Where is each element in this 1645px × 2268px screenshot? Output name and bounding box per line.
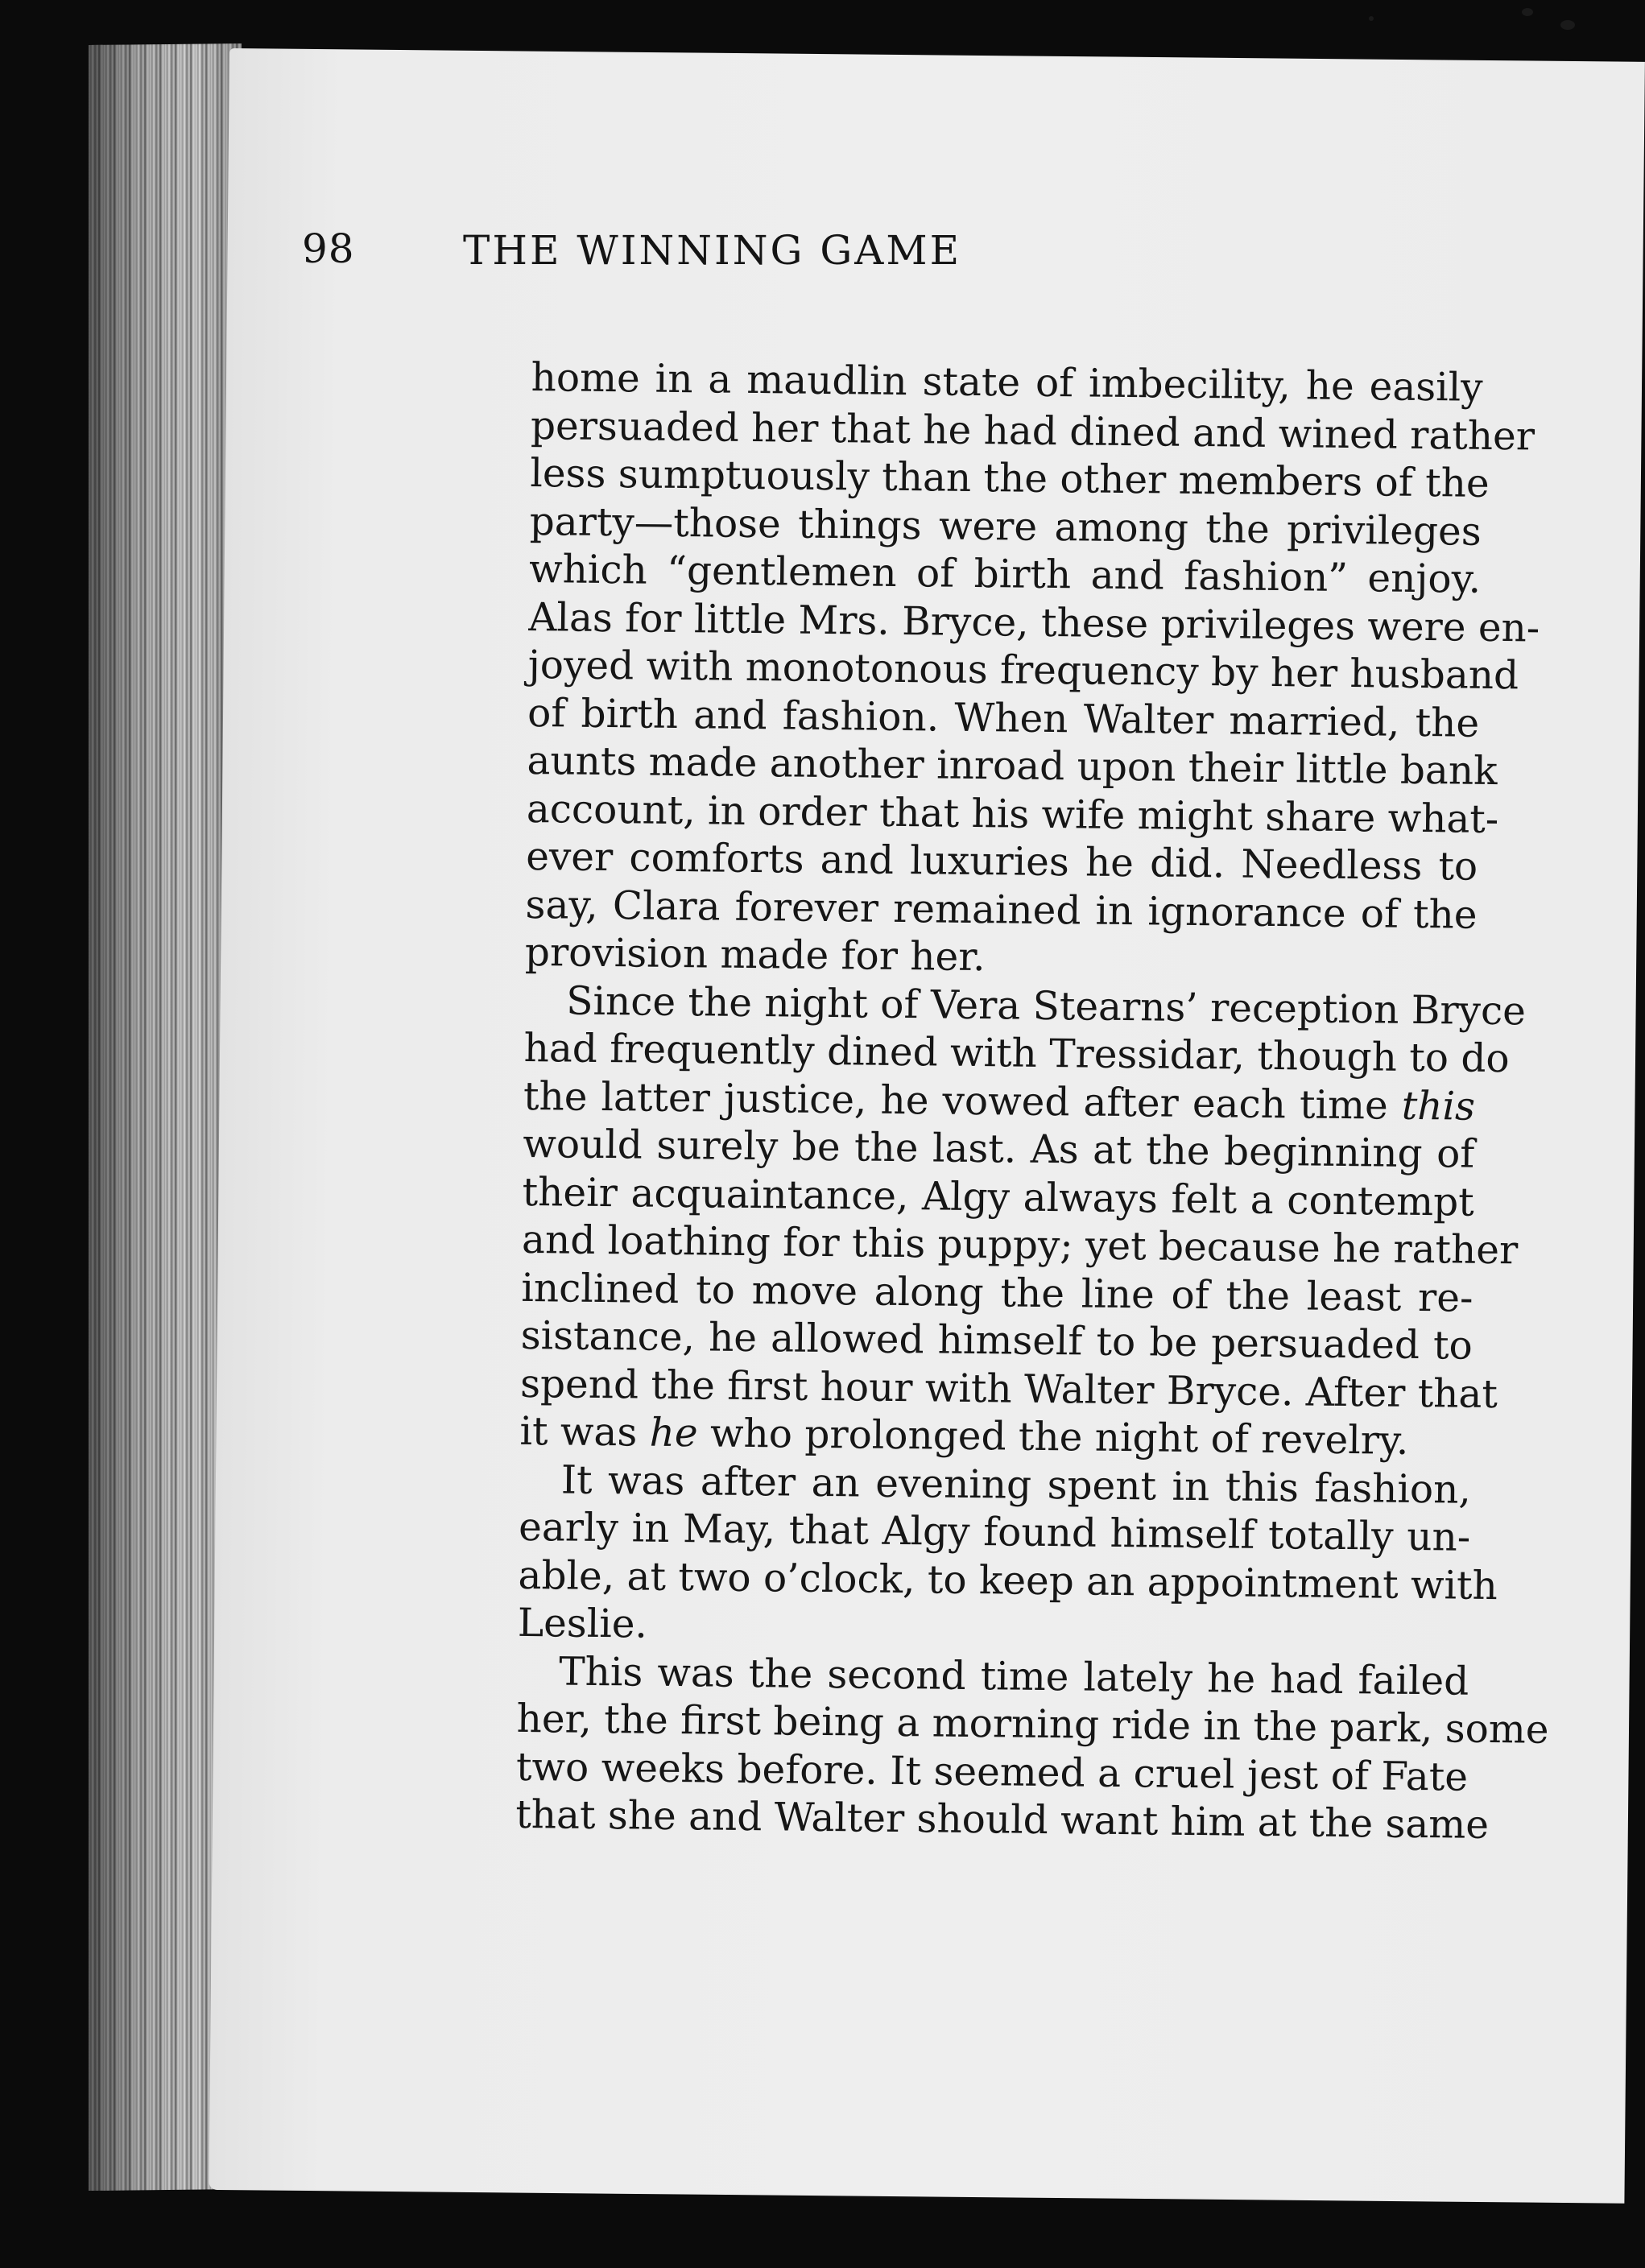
text-line: inclined to move along the line of the least re- xyxy=(521,1265,1473,1321)
page-number: 98 xyxy=(302,225,355,272)
text-line: the latter justice, he vowed after each time this xyxy=(523,1073,1476,1130)
text-line: her, the first being a morning ride in the park, some xyxy=(516,1696,1549,1753)
text-line: party—those things were among the privileges xyxy=(529,498,1482,555)
text-line: persuaded her that he had dined and wined rather xyxy=(530,403,1535,459)
text-line: spend the first hour with Walter Bryce. After that xyxy=(519,1361,1498,1417)
page-header xyxy=(302,225,1107,298)
scan-speck xyxy=(1369,16,1374,21)
text-line: joyed with monotonous frequency by her husband xyxy=(527,642,1519,699)
text-line: sistance, he allowed himself to be persuaded to xyxy=(520,1312,1473,1369)
text-line: It was after an evening spent in this fashion, xyxy=(560,1456,1472,1513)
text-line: Since the night of Vera Stearns’ reception Bryce xyxy=(566,978,1527,1034)
text-line: Leslie. xyxy=(517,1600,648,1647)
text-line: provision made for her. xyxy=(524,929,986,981)
text-line: had frequently dined with Tressidar, though to do xyxy=(523,1025,1510,1082)
text-line: which “gentlemen of birth and fashion” enjoy. xyxy=(528,546,1482,602)
text-line: of birth and fashion. When Walter married, the xyxy=(527,690,1480,746)
scan-speck xyxy=(1560,20,1575,30)
text-line: Alas for little Mrs. Bryce, these privileges were en- xyxy=(528,594,1540,651)
body-text xyxy=(515,354,1549,1849)
text-line: early in May, that Algy found himself totally un- xyxy=(518,1504,1471,1560)
text-line: it was he who prolonged the night of revelry. xyxy=(519,1408,1409,1464)
text-line: and loathing for this puppy; yet because he rather xyxy=(521,1217,1519,1274)
text-line: would surely be the last. As at the beginning of xyxy=(523,1121,1475,1177)
text-line: This was the second time lately he had failed xyxy=(558,1648,1469,1704)
text-line: say, Clara forever remained in ignorance of the xyxy=(525,882,1478,938)
text-line: ever comforts and luxuries he did. Needless to xyxy=(525,833,1478,890)
text-line: that she and Walter should want him at the same xyxy=(515,1791,1490,1848)
text-line: aunts made another inroad upon their little bank xyxy=(527,737,1498,795)
text-line: their acquaintance, Algy always felt a contempt xyxy=(522,1169,1474,1225)
text-line: account, in order that his wife might share what- xyxy=(526,786,1499,842)
running-head: THE WINNING GAME xyxy=(463,227,962,274)
scan-speck xyxy=(1522,8,1533,16)
text-line: two weeks before. It seemed a cruel jest of Fate xyxy=(515,1744,1469,1800)
text-line: home in a maudlin state of imbecility, he easily xyxy=(531,354,1483,411)
text-line: able, at two o’clock, to keep an appointment with xyxy=(518,1552,1498,1609)
text-line: less sumptuously than the other members of the xyxy=(530,450,1490,506)
